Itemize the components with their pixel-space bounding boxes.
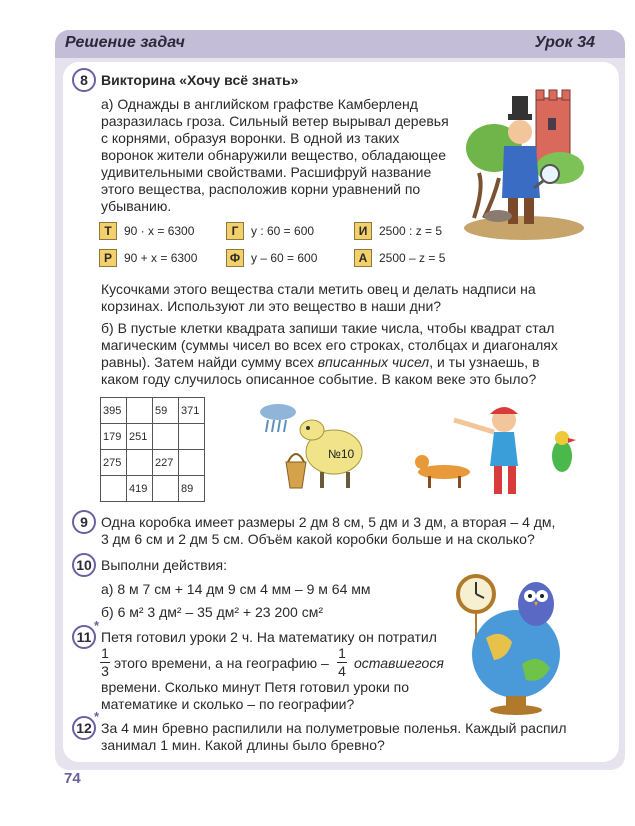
fraction-denominator: 4: [338, 663, 346, 679]
task-11-emphasis: оставшегося: [354, 655, 444, 671]
section-title: Решение задач: [65, 34, 185, 51]
task-8a-line: а) Однажды в английском графстве Камберленд: [101, 96, 418, 112]
task-10b: б) 6 м² 3 дм² – 35 дм² + 23 200 см²: [101, 604, 323, 620]
magic-cell: 179: [101, 424, 127, 450]
code-equation: y : 60 = 600: [251, 224, 315, 238]
task-8a-line: разразилась гроза. Сильный ветер вырывал деревья: [101, 113, 449, 129]
code-letter: А: [354, 249, 372, 267]
task-8-title: Викторина «Хочу всё знать»: [101, 72, 299, 88]
fraction-denominator: 3: [101, 663, 109, 679]
magic-cell: [127, 450, 153, 476]
task-8b-line: каком году случилось описанное событие. В каком веке это было?: [101, 371, 537, 387]
task-12-line: занимал 1 мин. Какой длины было бревно?: [101, 737, 385, 753]
magic-cell: [153, 476, 179, 502]
task-11-star: *: [94, 618, 100, 633]
task-10a: а) 8 м 7 см + 14 дм 9 см 4 мм – 9 м 64 мм: [101, 581, 371, 597]
code-equation: 90 + x = 6300: [124, 251, 198, 265]
code-equation: 90 · x = 6300: [124, 224, 195, 238]
task-10-intro: Выполни действия:: [101, 557, 227, 573]
magic-cell: 89: [179, 476, 205, 502]
task-8a-line: воронок жители обнаружили вещество, обладающее: [101, 147, 446, 163]
magnifier-icon: [541, 165, 559, 183]
top-hat: [512, 96, 528, 116]
bandana-shape: [490, 407, 518, 414]
code-equation: 2500 : z = 5: [379, 224, 443, 238]
lesson-title: Урок 34: [534, 34, 595, 51]
magic-cell: 227: [153, 450, 179, 476]
task-8-text-line: корзинах. Используют ли это вещество в наши дни?: [101, 298, 442, 314]
magic-cell: 275: [101, 450, 127, 476]
code-letter: Т: [99, 222, 117, 240]
code-equation: y – 60 = 600: [251, 251, 318, 265]
magic-square: [100, 397, 205, 502]
pirate-illustration: [414, 400, 584, 500]
basket-icon: [286, 462, 306, 488]
task-9-number: 9: [72, 510, 96, 534]
sheep-illustration: [256, 402, 366, 497]
code-letter: Ф: [226, 249, 244, 267]
task-12-line: За 4 мин бревно распилили на полуметровые поленья. Каждый распил: [101, 720, 567, 736]
task-9-line: Одна коробка имеет размеры 2 дм 8 см, 5 дм и 3 дм, а вторая – 4 дм,: [101, 514, 556, 530]
task-8b-line: магическим (суммы чисел во всех его строках, столбцах и диагоналях: [101, 337, 558, 353]
page-number: 74: [64, 770, 81, 787]
code-equation: 2500 – z = 5: [379, 251, 446, 265]
globe-icon: [472, 610, 560, 698]
fraction-numerator: 1: [101, 645, 109, 661]
magic-cell: [101, 476, 127, 502]
sheep-tag: №10: [328, 447, 355, 461]
task-8a-line: этого вещества, расположив корни уравнений по: [101, 181, 421, 197]
task-8a-line: убыванию.: [101, 198, 172, 214]
code-letter: Р: [99, 249, 117, 267]
task-11-line: математике и сколько – по географии?: [101, 696, 355, 712]
magic-cell: 371: [179, 398, 205, 424]
magic-cell: [179, 424, 205, 450]
task-8-number: 8: [72, 68, 96, 92]
magic-cell: 251: [127, 424, 153, 450]
magic-cell: 395: [101, 398, 127, 424]
magic-cell: [153, 424, 179, 450]
task-8b-line: равны). Затем найди сумму всех вписанных чисел, и ты узнаешь, в: [101, 354, 540, 370]
task-12-number: 12: [72, 716, 96, 740]
coat-shape: [502, 146, 540, 198]
task-12-star: *: [94, 709, 100, 724]
magic-cell: 59: [153, 398, 179, 424]
task-8b-line: б) В пустые клетки квадрата запиши такие числа, чтобы квадрат стал: [101, 320, 555, 336]
task-8a-line: с корнями, образуя воронки. В одной из таких: [101, 130, 400, 146]
magic-cell: 419: [127, 476, 153, 502]
task-8-text-line: Кусочками этого вещества стали метить овец и делать надписи на: [101, 281, 536, 297]
task-11-line: этого времени, а на географию –: [114, 655, 329, 671]
magic-cell: [127, 398, 153, 424]
task-11-line: времени. Сколько минут Петя готовил уроки по: [101, 679, 410, 695]
fraction-numerator: 1: [338, 645, 346, 661]
code-letter: И: [354, 222, 372, 240]
code-letter: Г: [226, 222, 244, 240]
task-9-line: 3 дм 6 см и 2 дм 5 см. Объём какой коробки больше и на сколько?: [101, 531, 535, 547]
cloud-icon: [260, 404, 296, 420]
detective-illustration: [464, 78, 588, 248]
task-11-line: Петя готовил уроки 2 ч. На математику он потратил: [101, 629, 437, 645]
task-10-number: 10: [72, 553, 96, 577]
task-8a-line: удивительными свойствами. Расшифруй название: [101, 164, 432, 180]
magic-cell: [179, 450, 205, 476]
task-11-number: 11: [72, 625, 96, 649]
globe-owl-illustration: [446, 568, 580, 718]
